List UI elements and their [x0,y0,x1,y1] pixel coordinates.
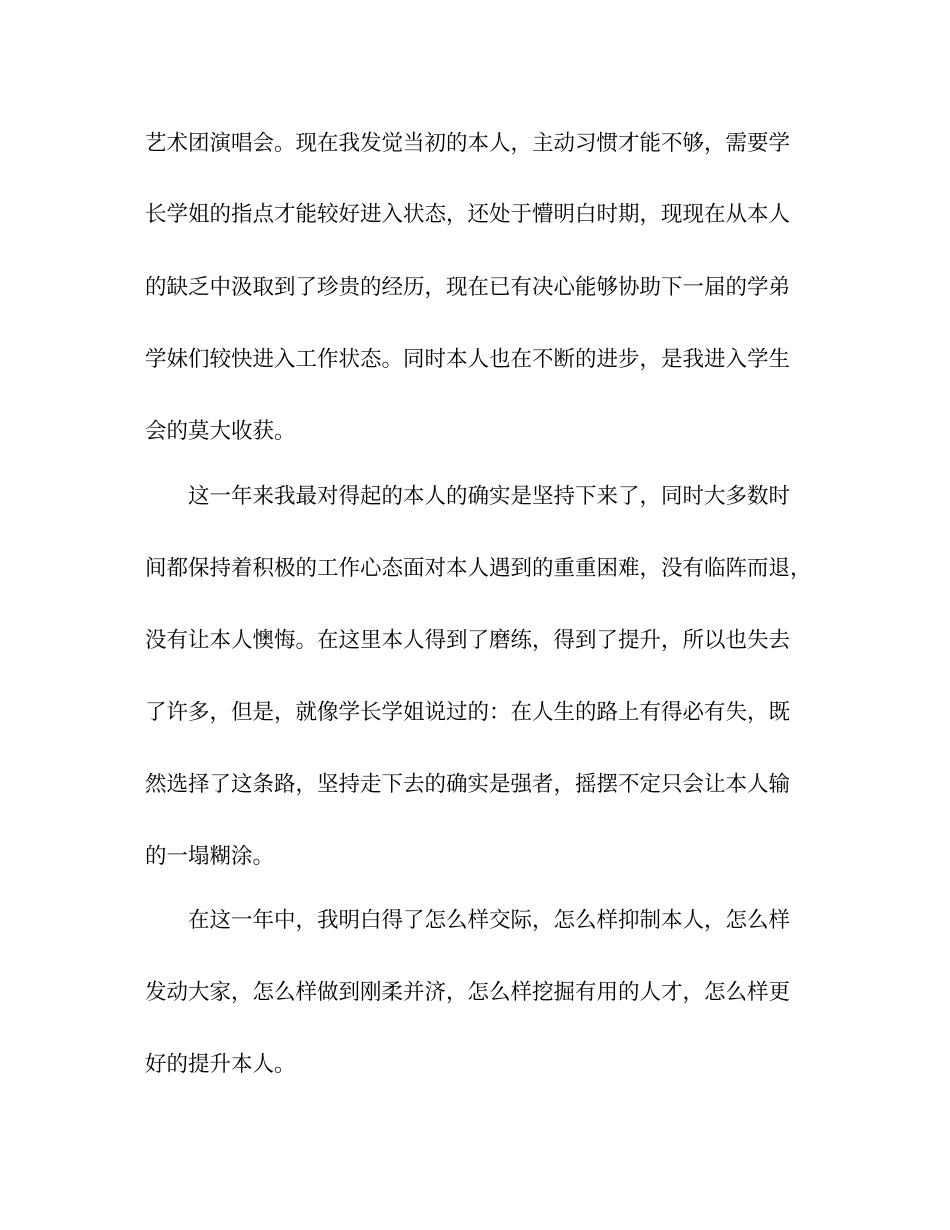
paragraph-3-line-2: 发动大家，怎么样做到刚柔并济，怎么样挖掘有用的人才，怎么样更 [145,980,791,1005]
paragraph-2-line-4: 了许多，但是，就像学长学姐说过的：在人生的路上有得必有失，既 [145,700,791,725]
paragraph-1-line-4: 学妹们较快进入工作状态。同时本人也在不断的进步，是我进入学生 [145,347,791,372]
paragraph-2-line-3: 没有让本人懊悔。在这里本人得到了磨练，得到了提升，所以也失去 [145,628,791,653]
paragraph-1-line-1: 艺术团演唱会。现在我发觉当初的本人，主动习惯才能不够，需要学 [145,131,791,156]
paragraph-2-line-5: 然选择了这条路，坚持走下去的确实是强者，摇摆不定只会让本人输 [145,772,791,797]
paragraph-3-line-3: 好的提升本人。 [145,1052,296,1077]
paragraph-3-line-1: 在这一年中，我明白得了怎么样交际，怎么样抑制本人，怎么样 [188,908,791,933]
paragraph-1-line-5: 会的莫大收获。 [145,419,296,444]
paragraph-2-line-1: 这一年来我最对得起的本人的确实是坚持下来了，同时大多数时 [188,484,791,509]
paragraph-2-line-2: 间都保持着积极的工作心态面对本人遇到的重重困难，没有临阵而退， [145,556,812,581]
paragraph-2-line-6: 的一塌糊涂。 [145,844,275,869]
paragraph-1-line-3: 的缺乏中汲取到了珍贵的经历，现在已有决心能够协助下一届的学弟 [145,275,791,300]
paragraph-1-line-2: 长学姐的指点才能较好进入状态，还处于懵明白时期，现现在从本人 [145,202,791,227]
